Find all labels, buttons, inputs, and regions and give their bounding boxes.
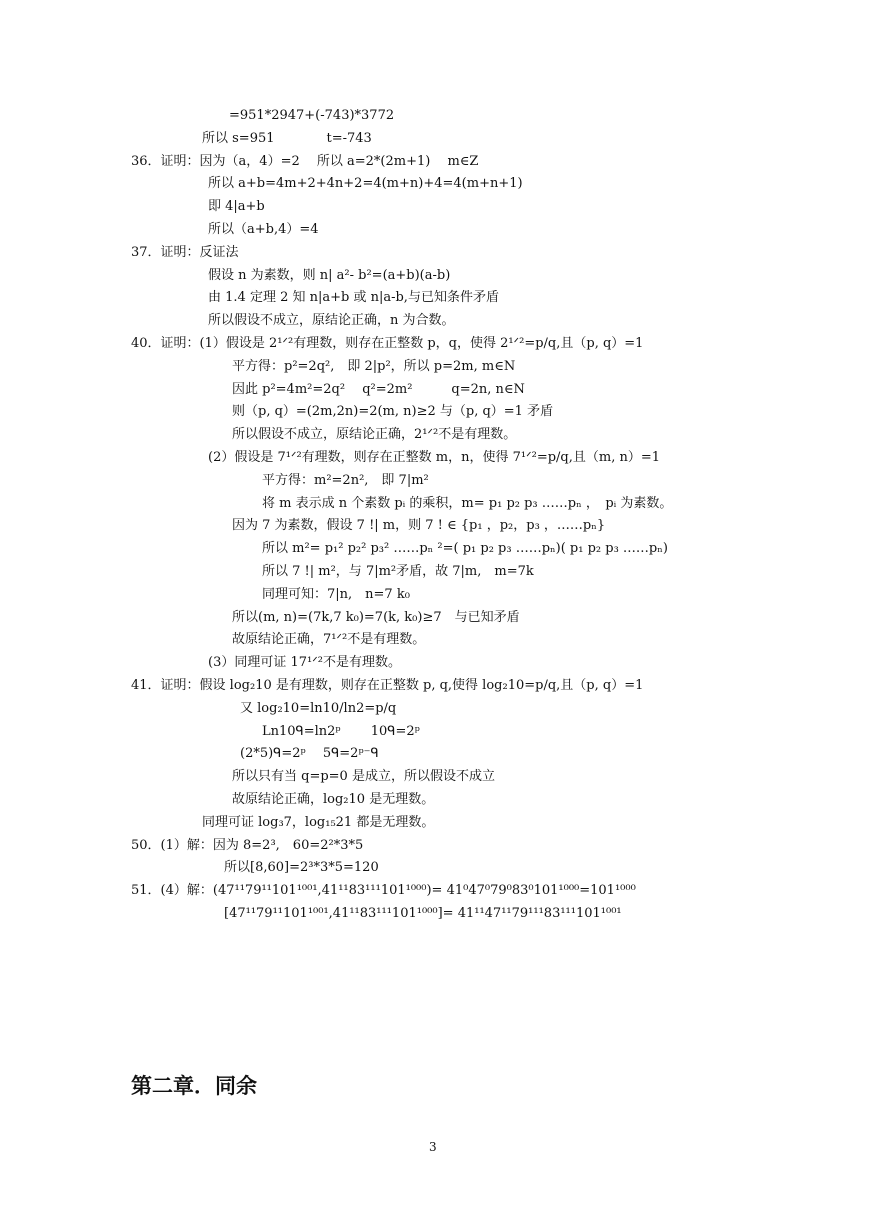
text-line: 故原结论正确，7¹ᐟ²不是有理数。	[232, 632, 426, 648]
text-line: 因此 p²=4m²=2q² q²=2m² q=2n, n∈N	[232, 381, 525, 397]
text-line: 同理可知：7|n, n=7 k₀	[262, 586, 410, 602]
text-line: 所以只有当 q=p=0 是成立，所以假设不成立	[232, 769, 495, 785]
text-line: 同理可证 log₃7，log₁₅21 都是无理数。	[202, 814, 435, 830]
text-line: 将 m 表示成 n 个素数 pᵢ 的乘积，m= p₁ p₂ p₃ ……pₙ ， pᵢ 为素数。	[262, 495, 673, 511]
text-line: (2*5)ᑫ=2ᵖ 5ᑫ=2ᵖ⁻ᑫ	[240, 746, 379, 762]
text-line: Ln10ᑫ=ln2ᵖ 10ᑫ=2ᵖ	[262, 723, 420, 739]
text-line: 所以 s=951 t=-743	[202, 130, 372, 146]
text-line: 则（p, q）=(2m,2n)=2(m, n)≥2 与（p, q）=1 矛盾	[232, 404, 554, 420]
text-line: 因为 7 为素数，假设 7 !| m，则 7 ! ∈ {p₁ ，p₂，p₃ ，……pₙ}	[232, 518, 606, 534]
text-line: 所以 a+b=4m+2+4n+2=4(m+n)+4=4(m+n+1)	[208, 176, 523, 192]
text-line: 假设 n 为素数，则 n| a²- b²=(a+b)(a-b)	[208, 267, 451, 283]
text-line: (3）同理可证 17¹ᐟ²不是有理数。	[208, 655, 401, 671]
text-line: 所以 7 !| m²，与 7|m²矛盾，故 7|m, m=7k	[262, 564, 534, 579]
text-line: 40．证明：(1）假设是 2¹ᐟ²有理数，则存在正整数 p，q，使得 2¹ᐟ²=p/q,且（p, q）=1	[131, 336, 644, 351]
text-line: (2）假设是 7¹ᐟ²有理数，则存在正整数 m，n，使得 7¹ᐟ²=p/q,且（m, n）=1	[208, 450, 661, 465]
text-line: 又 log₂10=ln10/ln2=p/q	[240, 700, 397, 716]
chapter-heading: 第二章．同余	[131, 1074, 257, 1098]
text-line: 所以假设不成立，原结论正确，n 为合数。	[208, 313, 455, 329]
text-line: 41．证明：假设 log₂10 是有理数，则存在正整数 p, q,使得 log₂10=p/q,且（p, q）=1	[131, 678, 644, 693]
text-line: 所以假设不成立，原结论正确，2¹ᐟ²不是有理数。	[232, 427, 517, 443]
text-line: 所以（a+b,4）=4	[208, 222, 319, 237]
text-line: [47¹¹79¹¹101¹⁰⁰¹,41¹¹83¹¹¹101¹⁰⁰⁰]= 41¹¹47¹¹79¹¹¹83¹¹¹101¹⁰⁰¹	[224, 906, 622, 921]
text-line: 50．(1）解：因为 8=2³, 60=2²*3*5	[131, 837, 364, 853]
text-line: 51．(4）解：(47¹¹79¹¹101¹⁰⁰¹,41¹¹83¹¹¹101¹⁰⁰⁰)= 41⁰47⁰79⁰83⁰101¹⁰⁰⁰=101¹⁰⁰⁰	[131, 883, 636, 899]
page-number: 3	[429, 1140, 437, 1154]
text-line: 即 4|a+b	[208, 199, 265, 215]
text-line: 37．证明：反证法	[131, 244, 239, 260]
text-line: =951*2947+(-743)*3772	[229, 108, 395, 123]
text-line: 所以 m²= p₁² p₂² p₃² ……pₙ ²=( p₁ p₂ p₃ ……pₙ)( p₁ p₂ p₃ ……pₙ)	[262, 541, 668, 557]
text-line: 所以[8,60]=2³*3*5=120	[224, 860, 379, 876]
text-line: 平方得：m²=2n², 即 7|m²	[262, 472, 429, 488]
text-line: 由 1.4 定理 2 知 n|a+b 或 n|a-b,与已知条件矛盾	[208, 290, 499, 306]
text-line: 36．证明：因为（a，4）=2 所以 a=2*(2m+1) m∈Z	[131, 153, 479, 169]
text-line: 故原结论正确，log₂10 是无理数。	[232, 792, 435, 807]
text-line: 所以(m, n)=(7k,7 k₀)=7(k, k₀)≥7 与已知矛盾	[232, 609, 520, 625]
text-line: 平方得：p²=2q², 即 2|p²，所以 p=2m, m∈N	[232, 358, 516, 374]
